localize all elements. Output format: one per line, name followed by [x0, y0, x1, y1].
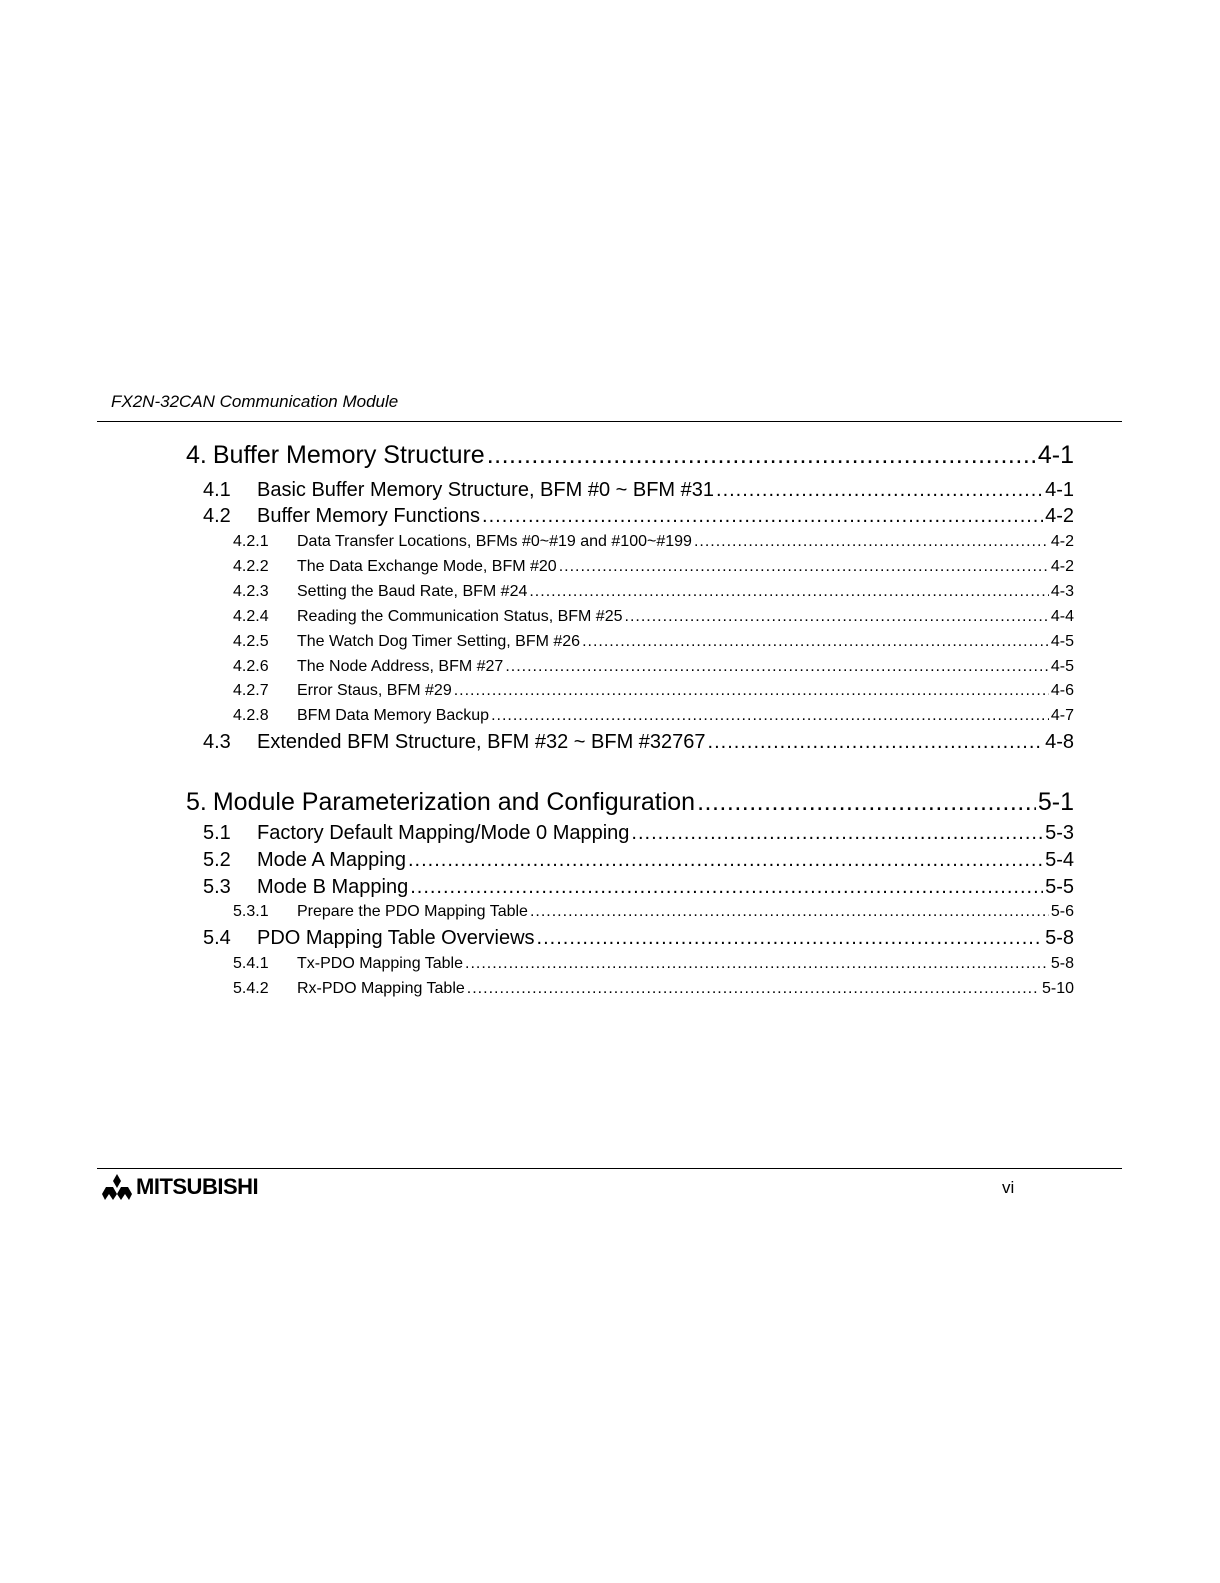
toc-number: 5.2 [203, 849, 231, 871]
toc-entry-5-3-1[interactable] [233, 902, 1074, 922]
mitsubishi-logo [102, 1172, 258, 1202]
toc-page: 4-8 [1045, 731, 1074, 753]
toc-number: 4.1 [203, 479, 231, 501]
toc-number: 4.2.1 [233, 533, 269, 550]
toc-entry-5-4-1[interactable] [233, 954, 1074, 974]
toc-page: 5-10 [1041, 980, 1074, 997]
toc-title: Setting the Baud Rate, BFM #24 [297, 583, 528, 600]
toc-entry-4[interactable] [186, 440, 1074, 470]
toc-page: 4-2 [1050, 533, 1074, 550]
toc-leader [465, 954, 1049, 974]
toc-entry-4-2-7[interactable] [233, 681, 1074, 701]
toc-leader [491, 706, 1049, 726]
toc-leader [694, 532, 1049, 552]
toc-page: 5-8 [1050, 955, 1074, 972]
toc-title: PDO Mapping Table Overviews [257, 927, 535, 949]
toc-page: 5-1 [1037, 788, 1074, 816]
toc-page: 4-2 [1050, 558, 1074, 575]
toc-page: 5-8 [1045, 927, 1074, 949]
toc-title: Factory Default Mapping/Mode 0 Mapping [257, 822, 630, 844]
toc-leader [537, 926, 1044, 950]
toc-entry-4-2-4[interactable] [233, 607, 1074, 627]
toc-leader [530, 902, 1049, 922]
toc-number: 4.2.4 [233, 608, 269, 625]
footer-rule [97, 1168, 1122, 1169]
toc-leader [582, 632, 1049, 652]
toc-number: 5.3 [203, 876, 231, 898]
toc-entry-5-3[interactable] [203, 875, 1074, 899]
toc-entry-4-2[interactable] [203, 504, 1074, 528]
toc-page: 4-2 [1045, 505, 1074, 527]
toc-number: 4.2.2 [233, 558, 269, 575]
toc-number: 5.4.2 [233, 980, 269, 997]
toc-number: 4.2.3 [233, 583, 269, 600]
toc-title: Reading the Communication Status, BFM #25 [297, 608, 623, 625]
toc-leader [482, 504, 1043, 528]
toc-leader [625, 607, 1049, 627]
toc-leader [559, 557, 1049, 577]
toc-title: The Node Address, BFM #27 [297, 658, 504, 675]
toc-title: The Watch Dog Timer Setting, BFM #26 [297, 633, 581, 650]
toc-page: 4-7 [1050, 707, 1074, 724]
toc-entry-4-1[interactable] [203, 478, 1074, 502]
toc-number: 5. [186, 788, 207, 816]
toc-number: 4.2.8 [233, 707, 269, 724]
toc-page: 4-5 [1050, 633, 1074, 650]
toc-number: 4.2.6 [233, 658, 269, 675]
toc-number: 5.4 [203, 927, 231, 949]
toc-entry-4-2-2[interactable] [233, 557, 1074, 577]
toc-title: The Data Exchange Mode, BFM #20 [297, 558, 557, 575]
toc-page: 5-3 [1045, 822, 1074, 844]
page-number: vi [1002, 1178, 1015, 1197]
toc-leader [708, 730, 1044, 754]
toc-page: 5-4 [1045, 849, 1074, 871]
toc-leader [505, 657, 1049, 677]
toc-page: 5-6 [1050, 903, 1074, 920]
toc-title: Extended BFM Structure, BFM #32 ~ BFM #32767 [257, 731, 706, 753]
toc-entry-4-2-3[interactable] [233, 582, 1074, 602]
toc-leader [716, 478, 1043, 502]
toc-number: 4.2 [203, 505, 231, 527]
toc-entry-4-2-6[interactable] [233, 657, 1074, 677]
toc-number: 4. [186, 441, 207, 469]
toc-number: 5.4.1 [233, 955, 269, 972]
toc-entry-5-4[interactable] [203, 926, 1074, 950]
toc-entry-4-3[interactable] [203, 730, 1074, 754]
toc-leader [631, 821, 1043, 845]
toc-title: Rx-PDO Mapping Table [297, 980, 465, 997]
toc-title: Basic Buffer Memory Structure, BFM #0 ~ BFM #31 [257, 479, 715, 501]
toc-leader [697, 787, 1036, 817]
toc-leader [487, 440, 1036, 470]
toc-entry-5[interactable] [186, 787, 1074, 817]
toc-leader [467, 979, 1040, 999]
toc-entry-4-2-8[interactable] [233, 706, 1074, 726]
toc-page: 5-5 [1045, 876, 1074, 898]
toc-leader [408, 848, 1043, 872]
toc-page: 4-1 [1037, 441, 1074, 469]
toc-title: Tx-PDO Mapping Table [297, 955, 463, 972]
toc-page: 4-3 [1050, 583, 1074, 600]
toc-leader [410, 875, 1043, 899]
toc-leader [454, 681, 1049, 701]
toc-title: Module Parameterization and Configuration [212, 788, 696, 816]
toc-entry-5-1[interactable] [203, 821, 1074, 845]
toc-number: 4.3 [203, 731, 231, 753]
toc-title: Mode B Mapping [257, 876, 409, 898]
toc-number: 4.2.7 [233, 682, 269, 699]
toc-entry-4-2-1[interactable] [233, 532, 1074, 552]
mitsubishi-diamonds-icon [102, 1174, 132, 1200]
toc-number: 4.2.5 [233, 633, 269, 650]
toc-page: 4-4 [1050, 608, 1074, 625]
toc-title: Mode A Mapping [257, 849, 406, 871]
toc-title: Buffer Memory Structure [212, 441, 485, 469]
toc-title: BFM Data Memory Backup [297, 707, 490, 724]
toc-title: Data Transfer Locations, BFMs #0~#19 and #100~#199 [297, 533, 692, 550]
brand-name: MITSUBISHI [136, 1174, 259, 1199]
toc-page: 4-6 [1050, 682, 1074, 699]
toc-number: 5.1 [203, 822, 231, 844]
toc-title: Error Staus, BFM #29 [297, 682, 452, 699]
running-header-title: FX2N-32CAN Communication Module [111, 392, 399, 411]
toc-title: Buffer Memory Functions [257, 505, 481, 527]
toc-number: 5.3.1 [233, 903, 269, 920]
toc-page: 4-1 [1045, 479, 1074, 501]
toc-leader [529, 582, 1049, 602]
toc-entry-5-4-2[interactable] [233, 979, 1074, 999]
toc-entry-5-2[interactable] [203, 848, 1074, 872]
toc-title: Prepare the PDO Mapping Table [297, 903, 528, 920]
toc-entry-4-2-5[interactable] [233, 632, 1074, 652]
toc-page: 4-5 [1050, 658, 1074, 675]
